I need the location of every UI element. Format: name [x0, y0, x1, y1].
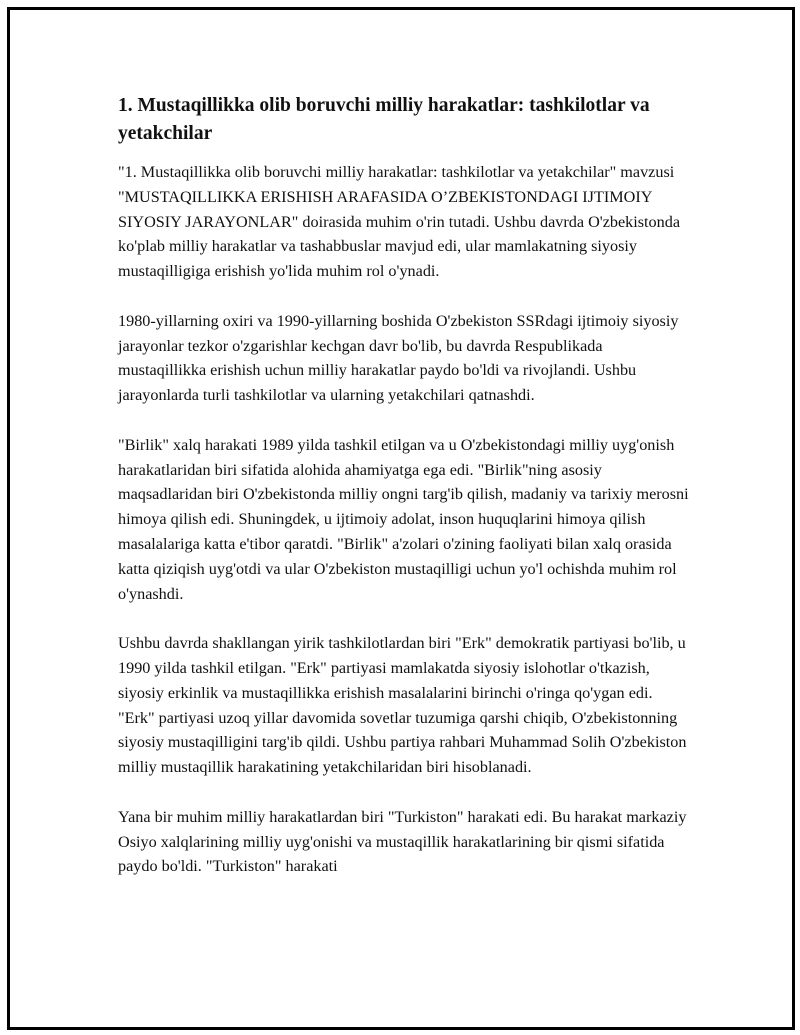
- document-body: [118, 92, 690, 904]
- paragraph-birlik: "Birlik" xalq harakati 1989 yilda tashkil etilgan va u O'zbekistondagi milliy uyg'onish harakatlaridan biri sifatida alohida ahamiyatga ega edi. "Birlik"ning asosiy maqsadlaridan biri O'zbekistonda milliy ongni targ'ib qilish, madaniy va tarixiy merosni himoya qilish edi. Shuningdek, u ijtimoiy adolat, inson huquqlarini himoya qilish masalalariga katta e'tibor qaratdi. "Birlik" a'zolari o'zining faoliyati bilan xalq orasida katta qiziqish uyg'otdi va ular O'zbekiston mustaqilligi uchun yo'l ochishda muhim rol o'ynashdi.: [118, 435, 689, 603]
- section-title: 1. Mustaqillikka olib boruvchi milliy harakatlar: tashkilotlar va yetakchilar: [118, 95, 650, 144]
- paragraph-intro: "1. Mustaqillikka olib boruvchi milliy harakatlar: tashkilotlar va yetakchilar" mavzusi "MUSTAQILLIKKA ERISHISH ARAFASIDA O’ZBEKISTONDAGI IJTIMOIY SIYOSIY JARAYONLAR" doirasida muhim o'rin tutadi. Ushbu davrda O'zbekistonda ko'plab milliy harakatlar va tashabbuslar mavjud edi, ular mamlakatning siyosiy mustaqilligiga erishish yo'lida muhim rol o'ynadi.: [118, 163, 681, 281]
- paragraph-context: 1980-yillarning oxiri va 1990-yillarning boshida O'zbekiston SSRdagi ijtimoiy siyosiy jarayonlar tezkor o'zgarishlar kechgan davr bo'lib, bu davrda Respublikada mustaqillikka erishish uchun milliy harakatlar paydo bo'ldi va rivojlandi. Ushbu jarayonlarda turli tashkilotlar va ularning yetakchilari qatnashdi.: [118, 311, 679, 405]
- paragraph-turkiston: Yana bir muhim milliy harakatlardan biri "Turkiston" harakati edi. Bu harakat markaziy Osiyo xalqlarining milliy uyg'onishi va mustaqillik harakatlarining bir qismi sifatida paydo bo'ldi. "Turkiston" harakati: [118, 807, 687, 876]
- paragraph-erk: Ushbu davrda shakllangan yirik tashkilotlardan biri "Erk" demokratik partiyasi bo'lib, u 1990 yilda tashkil etilgan. "Erk" partiyasi mamlakatda siyosiy islohotlar o'tkazish, siyosiy erkinlik va mustaqillikka erishish masalalarini birinchi o'ringa qo'ygan edi. "Erk" partiyasi uzoq yillar davomida sovetlar tuzumiga qarshi chiqib, O'zbekistonning siyosiy mustaqilligini targ'ib qildi. Ushbu partiya rahbari Muhammad Solih O'zbekiston milliy mustaqillik harakatining yetakchilaridan biri hisoblanadi.: [118, 634, 687, 777]
